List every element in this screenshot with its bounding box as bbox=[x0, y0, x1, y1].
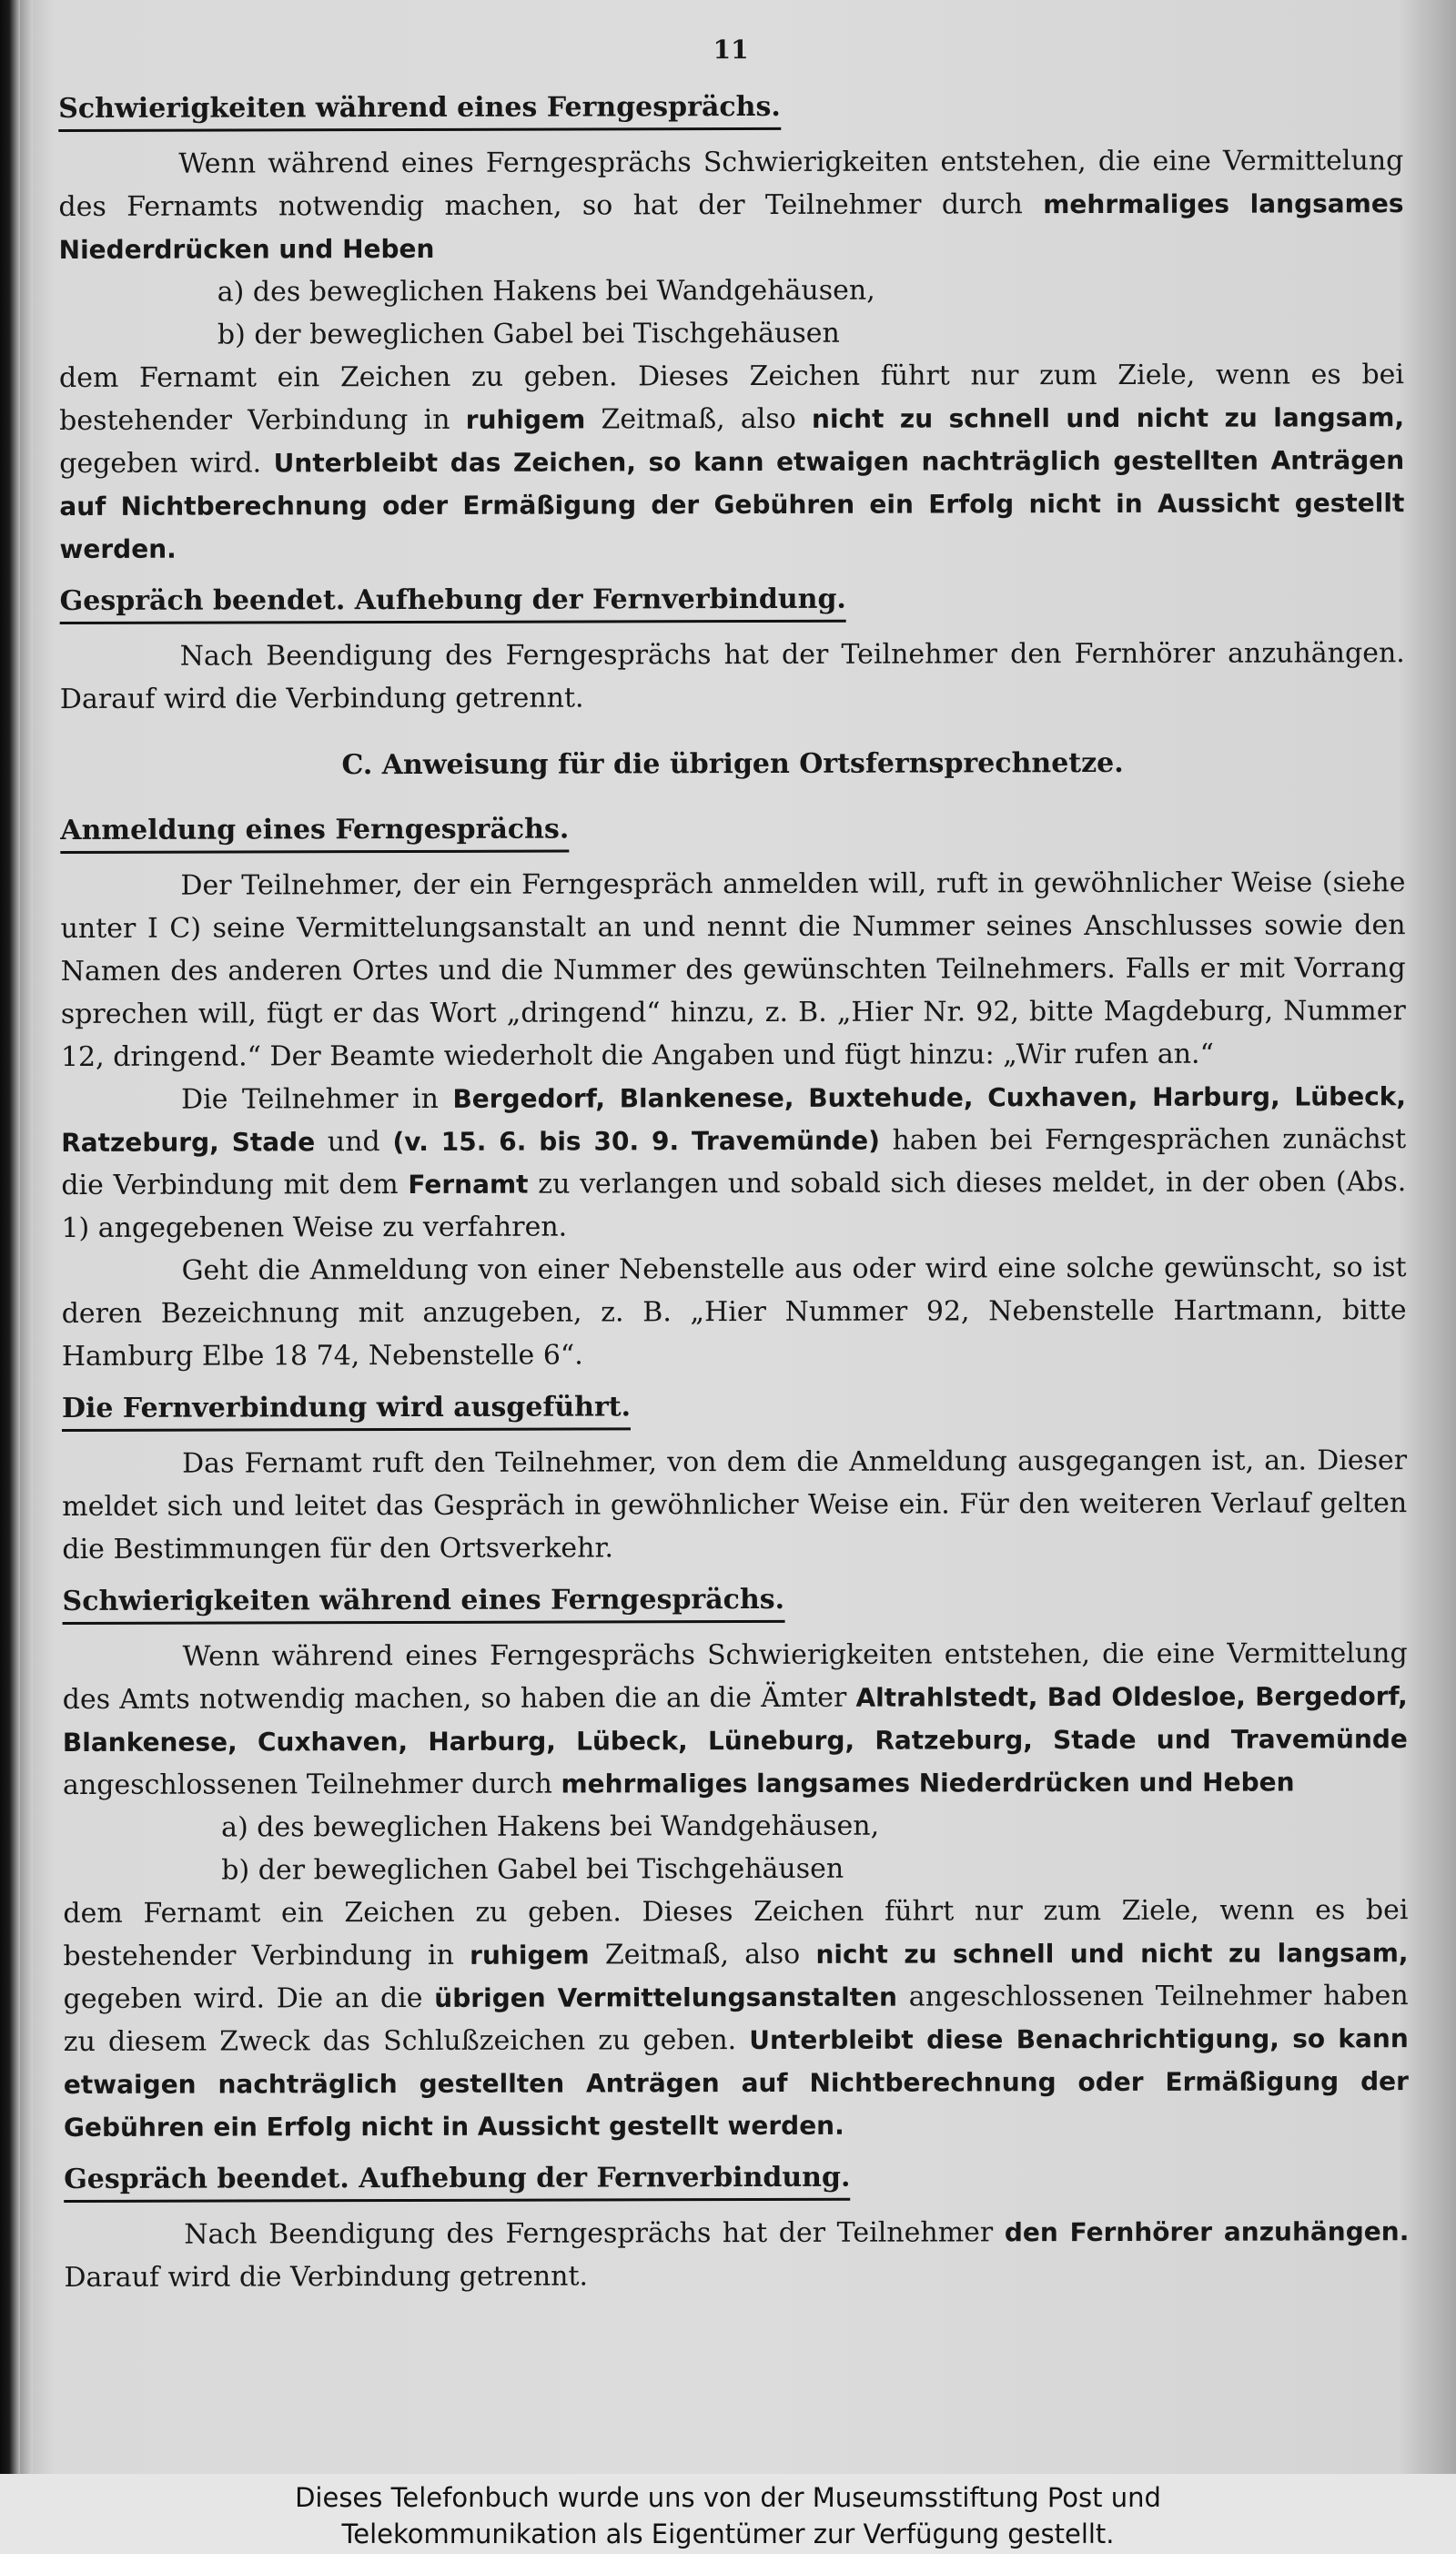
section-heading-call-ended-2: Gespräch beendet. Aufhebung der Fernverbindung. bbox=[64, 2160, 850, 2203]
text-run: Wenn während eines Ferngesprächs Schwierigkeiten entstehen, die eine Vermittelung des Fernamts notwendig machen, so hat der Teilnehmer durch bbox=[58, 145, 1404, 223]
text-run: angeschlossenen Teilnehmer durch bbox=[62, 1768, 552, 1801]
section-heading-registration: Anmeldung eines Ferngesprächs. bbox=[60, 812, 569, 854]
paragraph-connection-executed: Das Fernamt ruft den Teilnehmer, von dem die Anmeldung ausgegangen ist, an. Dieser meldet sich und leitet das Gespräch in gewöhnlicher Weise ein. Für den weiteren Verlauf gelten die Bestimmungen für den Ortsverkehr. bbox=[62, 1444, 1408, 1566]
bold-text-run: (v. 15. 6. bis 30. 9. Travemünde) bbox=[392, 1125, 880, 1158]
bold-text-run: nicht zu schnell und nicht zu langsam, bbox=[815, 1938, 1409, 1970]
text-run: angeschlossenen Teilnehmer haben zu diesem Zweck das Schlußzeichen zu geben. bbox=[63, 1980, 1409, 2058]
text-run: Nach Beendigung des Ferngesprächs hat der Teilnehmer bbox=[184, 2216, 994, 2251]
footer-line-2: Telekommunikation als Eigentümer zur Verfügung gestellt. bbox=[341, 2519, 1115, 2549]
paragraph-difficulties-intro bbox=[58, 139, 1403, 271]
text-run: haben bei Ferngesprächen zunächst die Verbindung mit dem bbox=[61, 1123, 1407, 1201]
text-run: Wenn während eines Ferngesprächs Schwierigkeiten entstehen, die eine Vermittelung des Amts notwendig machen, so haben die an die Ämter bbox=[62, 1637, 1408, 1716]
text-run: gegeben wird. Die an die bbox=[63, 1981, 423, 2015]
list-item: b) der beweglichen Gabel bei Tischgehäusen bbox=[217, 317, 840, 351]
page-number: 11 bbox=[713, 35, 749, 66]
bold-text-run: nicht zu schnell und nicht zu langsam, bbox=[811, 402, 1405, 434]
bold-text-run: mehrmaliges langsames Niederdrücken und Heben bbox=[58, 188, 1404, 265]
list-item: a) des beweglichen Hakens bei Wandgehäusen, bbox=[217, 274, 875, 309]
paragraph-extension: Geht die Anmeldung von einer Nebenstelle aus oder wird eine solche gewünscht, so ist deren Bezeichnung mit anzugeben, z. B. „Hier Nummer 92, Nebenstelle Hartmann, bitte Hamburg Elbe 18 74, Nebenstelle 6“. bbox=[61, 1252, 1407, 1373]
section-c-title: C. Anweisung für die übrigen Ortsfernsprechnetze. bbox=[341, 746, 1124, 782]
paragraph-call-ended-2 bbox=[64, 2210, 1409, 2299]
paragraph-signal-rules-2 bbox=[63, 1889, 1409, 2149]
bold-text-run: ruhigem bbox=[465, 404, 586, 435]
list-item: a) des beweglichen Hakens bei Wandgehäusen, bbox=[221, 1809, 880, 1844]
text-run: Zeitmaß, also bbox=[604, 1938, 801, 1971]
text-run: und bbox=[327, 1126, 380, 1159]
section-heading-call-ended: Gespräch beendet. Aufhebung der Fernverbindung. bbox=[60, 582, 846, 624]
text-run: gegeben wird. bbox=[59, 447, 262, 480]
paragraph-call-ended: Nach Beendigung des Ferngesprächs hat der Teilnehmer den Fernhörer anzuhängen. Darauf wird die Verbindung getrennt. bbox=[59, 637, 1405, 715]
text-run: dem Fernamt ein Zeichen zu geben. Dieses Zeichen führt nur zum Ziele, wenn es bei bestehender Verbindung in bbox=[58, 359, 1405, 437]
bold-text-run: Altrahlstedt, Bad Oldesloe, Bergedorf, Blankenese, Cuxhaven, Harburg, Lübeck, Lüneburg, Ratzeburg, Stade und Travemünde bbox=[62, 1681, 1408, 1758]
paragraph-participants bbox=[61, 1075, 1406, 1250]
text-run: Zeitmaß, also bbox=[601, 402, 796, 436]
paragraph-signal-rules bbox=[59, 353, 1405, 571]
text-run: Die Teilnehmer in bbox=[181, 1082, 439, 1116]
section-heading-difficulties: Schwierigkeiten während eines Ferngesprächs. bbox=[58, 89, 781, 132]
text-run: Darauf wird die Verbindung getrennt. bbox=[64, 2260, 589, 2294]
copyright-footer bbox=[0, 2474, 1456, 2554]
bold-text-run: mehrmaliges langsames Niederdrücken und Heben bbox=[561, 1767, 1295, 1799]
paragraph-registration: Der Teilnehmer, der ein Ferngespräch anmelden will, ruft in gewöhnlicher Weise (siehe unter I C) seine Vermittelungsanstalt an und nennt die Nummer seines Anschlusses sowie den Namen des anderen Ortes und die Nummer des gewünschten Teilnehmers. Falls er mit Vorrang sprechen will, fügt er das Wort „dringend“ hinzu, z. B. „Hier Nr. 92, bitte Magdeburg, Nummer 12, dringend.“ Der Beamte wiederholt die Angaben und fügt hinzu: „Wir rufen an.“ bbox=[60, 867, 1406, 1073]
paragraph-difficulties-intro-2 bbox=[63, 1632, 1408, 1807]
bold-text-run: den Fernhörer anzuhängen. bbox=[1004, 2216, 1410, 2248]
bold-text-run: Fernamt bbox=[408, 1169, 529, 1200]
section-heading-difficulties-2: Schwierigkeiten während eines Ferngesprächs. bbox=[62, 1582, 784, 1625]
list-item: b) der beweglichen Gabel bei Tischgehäusen bbox=[221, 1852, 844, 1887]
bold-text-run: Unterbleibt das Zeichen, so kann etwaigen nachträglich gestellten Anträgen auf Nichtberechnung oder Ermäßigung der Gebühren ein Erfolg nicht in Aussicht gestellt werden. bbox=[59, 445, 1405, 564]
footer-line-1: Dieses Telefonbuch wurde uns von der Museumsstiftung Post und bbox=[295, 2482, 1161, 2513]
bold-text-run: übrigen Vermittelungsanstalten bbox=[434, 1981, 897, 2013]
text-run: dem Fernamt ein Zeichen zu geben. Dieses Zeichen führt nur zum Ziele, wenn es bei bestehender Verbindung in bbox=[63, 1894, 1409, 1972]
bold-text-run: Unterbleibt diese Benachrichtigung, so kann etwaigen nachträglich gestellten Anträgen auf Nichtberechnung oder Ermäßigung der Gebühren ein Erfolg nicht in Aussicht gestellt werden. bbox=[63, 2023, 1409, 2143]
section-heading-connection-executed: Die Fernverbindung wird ausgeführt. bbox=[62, 1389, 631, 1432]
bold-text-run: ruhigem bbox=[470, 1940, 590, 1971]
text-run: zu verlangen und sobald sich dieses meldet, in der oben (Abs. 1) angegebenen Weise zu verfahren. bbox=[61, 1166, 1407, 1244]
bold-text-run: Bergedorf, Blankenese, Buxtehude, Cuxhaven, Harburg, Lübeck, Ratzeburg, Stade bbox=[61, 1081, 1407, 1158]
book-spine-shadow bbox=[20, 0, 33, 2474]
page-content bbox=[58, 33, 1410, 2299]
